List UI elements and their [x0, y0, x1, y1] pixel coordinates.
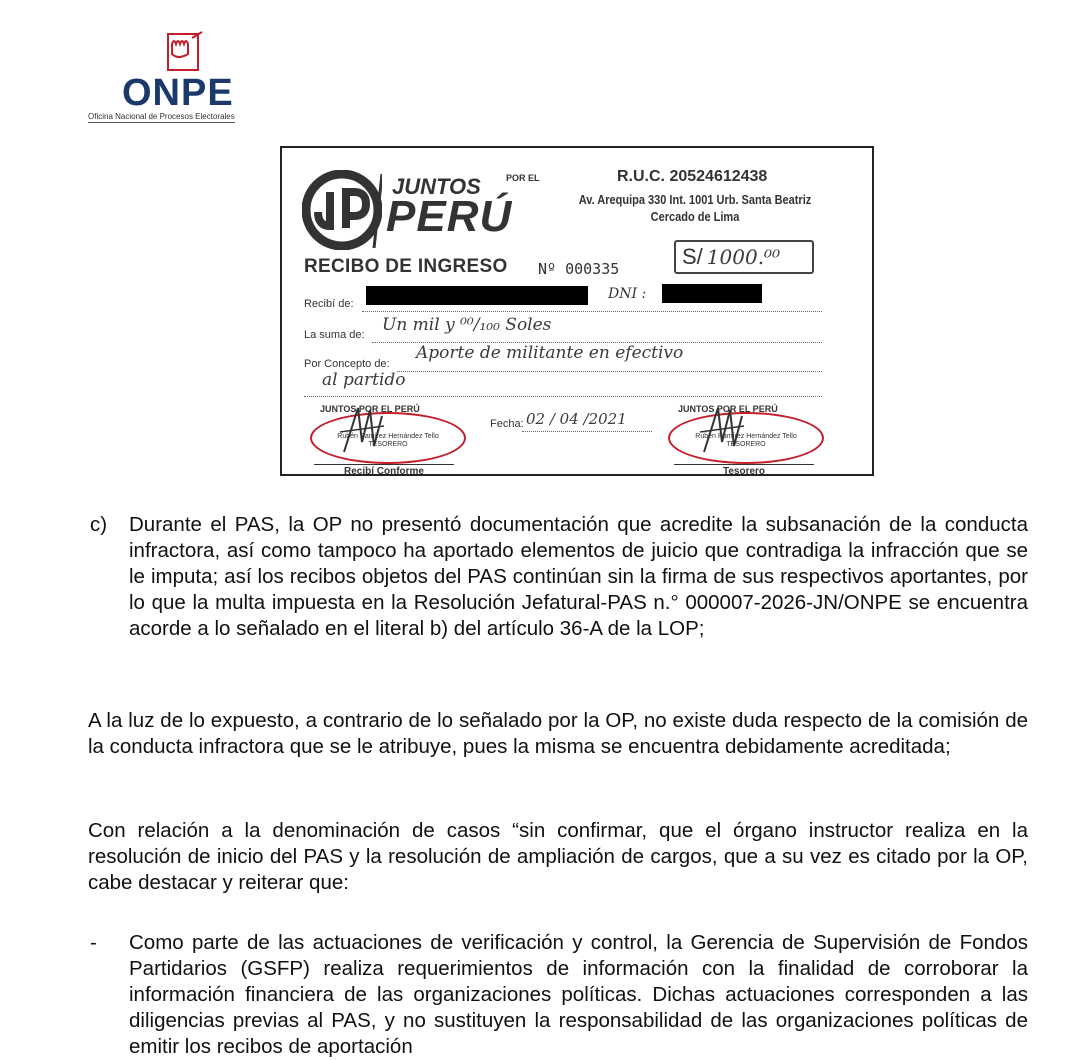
onpe-acronym: ONPE [122, 72, 234, 114]
onpe-logo [88, 28, 288, 128]
paragraph-denomination: Con relación a la denominación de casos “sin confirmar, que el órgano instructor realiza en la resolución de inicio del PAS y la resolución de ampliación de cargos, que a su vez es citado por la OP, cabe destacar y reiterar que: [88, 819, 1028, 894]
suma-label: La suma de: [304, 329, 365, 341]
party-address [576, 192, 814, 226]
item-c-marker: c) [90, 513, 108, 536]
address-line-2: Cercado de Lima [650, 210, 740, 224]
receipt-image [280, 146, 874, 476]
receipt-title: RECIBO DE INGRESO [304, 256, 508, 277]
stamp-right-role: TESORERO [726, 441, 766, 448]
concepto-line-2 [304, 396, 822, 397]
fecha-label: Fecha: [490, 418, 524, 430]
party-name-sup: POR EL [506, 173, 540, 183]
party-name-main: PERÚ [386, 192, 513, 241]
concepto-label: Por Concepto de: [304, 358, 390, 370]
address-line-1: Av. Arequipa 330 Int. 1001 Urb. Santa Beatriz [578, 193, 812, 207]
stamp-left-role: TESORERO [368, 441, 408, 448]
item-c-paragraph: Durante el PAS, la OP no presentó documentación que acredite la subsanación de la conducta infractora, así como tampoco ha aportado elementos de juicio que contradiga la infracción que se le imputa; así los recibos objetos del PAS continúan sin la firma de sus respectivos aportantes, por lo que la multa impuesta en la Resolución Jefatural-PAS n.° 000007-2026-JN/ONPE se encuentra acorde a lo señalado en el literal b) del artículo 36-A de la LOP; [129, 513, 1028, 640]
bullet-marker: - [90, 931, 97, 954]
receipt-number: Nº 000335 [538, 260, 620, 278]
fecha-line [522, 431, 652, 432]
recibi-label: Recibí de: [304, 298, 354, 310]
dni-label: DNI : [608, 286, 647, 302]
signature-right-icon [698, 402, 748, 458]
redacted-dni [662, 284, 762, 303]
amount-box [674, 240, 814, 274]
party-logo-icon [302, 170, 382, 250]
onpe-full-name: Oficina Nacional de Procesos Electorales [88, 112, 235, 121]
fecha-value: 02 / 04 /2021 [526, 410, 627, 428]
stamp-left-name: Rubén Ramírez Hernández Tello [337, 433, 439, 440]
ruc-number: R.U.C. 20524612438 [617, 168, 768, 185]
amount-value: 1000.⁰⁰ [706, 245, 781, 269]
suma-value: Un mil y ⁰⁰/₁₀₀ Soles [382, 315, 552, 335]
party-name-top: JUNTOS [392, 174, 481, 199]
concepto-value-2: al partido [322, 370, 406, 390]
recibi-line [362, 311, 822, 312]
caption-right: Tesorero [674, 464, 814, 476]
concepto-value-1: Aporte de militante en efectivo [416, 343, 684, 363]
ballot-hand-icon [162, 30, 212, 76]
caption-left: Recibí Conforme [314, 464, 454, 476]
signature-left-icon [338, 402, 388, 458]
redacted-name [366, 286, 588, 305]
bullet-paragraph: Como parte de las actuaciones de verificación y control, la Gerencia de Supervisión de Fondos Partidarios (GSFP) realiza requerimientos de información con la finalidad de corroborar la información financiera de las organizaciones políticas. Dichas actuaciones corresponden a las diligencias previas al PAS, y no sustituyen la responsabilidad de las organizaciones políticas de emitir los recibos de aportación [129, 931, 1028, 1058]
amount-prefix: S/ [682, 244, 703, 269]
stamp-left-party: JUNTOS POR EL PERÚ [320, 404, 420, 414]
paragraph-conclusion: A la luz de lo expuesto, a contrario de lo señalado por la OP, no existe duda respecto de la comisión de la conducta infractora que se le atribuye, pues la misma se encuentra debidamente acreditada; [88, 709, 1028, 758]
stamp-right-name: Rubén Ramírez Hernández Tello [695, 433, 797, 440]
concepto-line-1 [397, 371, 822, 372]
stamp-right-party: JUNTOS POR EL PERÚ [678, 404, 778, 414]
